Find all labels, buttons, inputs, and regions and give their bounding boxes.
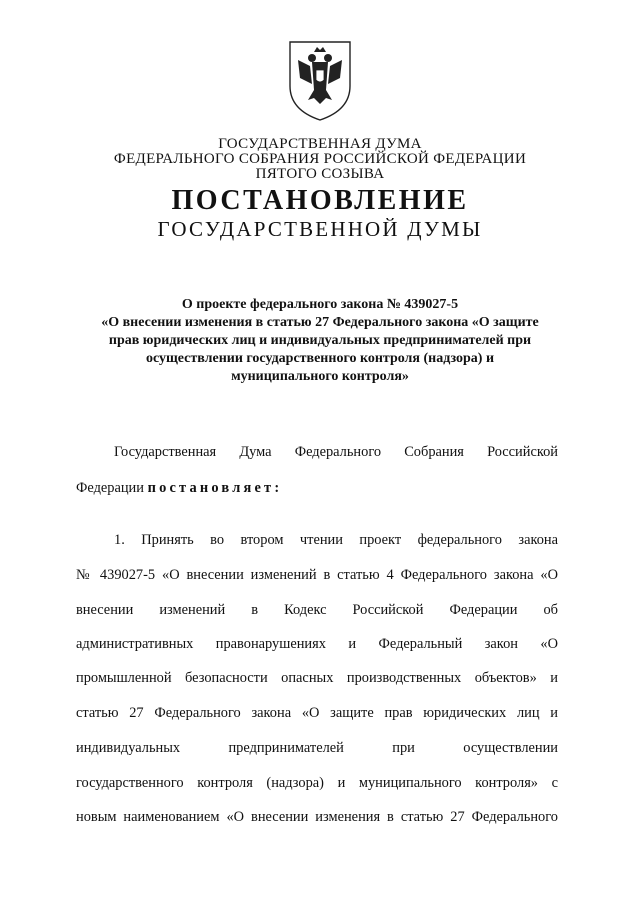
header-line-duma: ГОСУДАРСТВЕННАЯ ДУМА	[218, 136, 422, 152]
document-issuer-heading: ГОСУДАРСТВЕННОЙ ДУМЫ	[157, 217, 483, 241]
coat-of-arms-emblem	[284, 38, 356, 122]
clause-1-line-8: государственного контроля (надзора) и муниципального контроля» с	[76, 775, 558, 791]
clause-1-line-5: промышленной безопасности опасных производственных объектов» и	[76, 670, 558, 686]
title-line-1: О проекте федерального закона № 439027-5	[181, 297, 459, 312]
preamble-line-1: Государственная Дума Федерального Собрания Российской	[114, 444, 558, 460]
preamble-line-2	[76, 478, 558, 498]
clause-1-line-2: № 439027-5 «О внесении изменений в статью 4 Федерального закона «О	[76, 567, 558, 583]
clause-1-line-4: административных правонарушениях и Федеральный закон «О	[76, 636, 558, 652]
clause-1-line-3: внесении изменений в Кодекс Российской Федерации об	[76, 602, 558, 618]
preamble-decrees-word: постановляет:	[147, 480, 283, 496]
preamble-federation-word: Федерации	[76, 480, 144, 496]
title-line-2: «О внесении изменения в статью 27 Федерального закона «О защите	[101, 315, 539, 330]
clause-1-line-1: 1. Принять во втором чтении проект федерального закона	[114, 532, 558, 548]
clause-1-line-7: индивидуальных предпринимателей при осуществлении	[76, 740, 558, 756]
clause-1-line-6: статью 27 Федерального закона «О защите прав юридических лиц и	[76, 705, 558, 721]
title-line-4: осуществлении государственного контроля (надзора) и	[145, 351, 495, 366]
clause-1-line-9: новым наименованием «О внесении изменения в статью 27 Федерального	[76, 809, 558, 825]
document-type-heading: ПОСТАНОВЛЕНИЕ	[171, 185, 469, 216]
header-line-assembly: ФЕДЕРАЛЬНОГО СОБРАНИЯ РОССИЙСКОЙ ФЕДЕРАЦИИ	[113, 151, 527, 167]
title-line-5: муниципального контроля»	[231, 369, 409, 384]
title-line-3: прав юридических лиц и индивидуальных предпринимателей при	[108, 333, 532, 348]
header-line-convocation: ПЯТОГО СОЗЫВА	[255, 166, 385, 182]
